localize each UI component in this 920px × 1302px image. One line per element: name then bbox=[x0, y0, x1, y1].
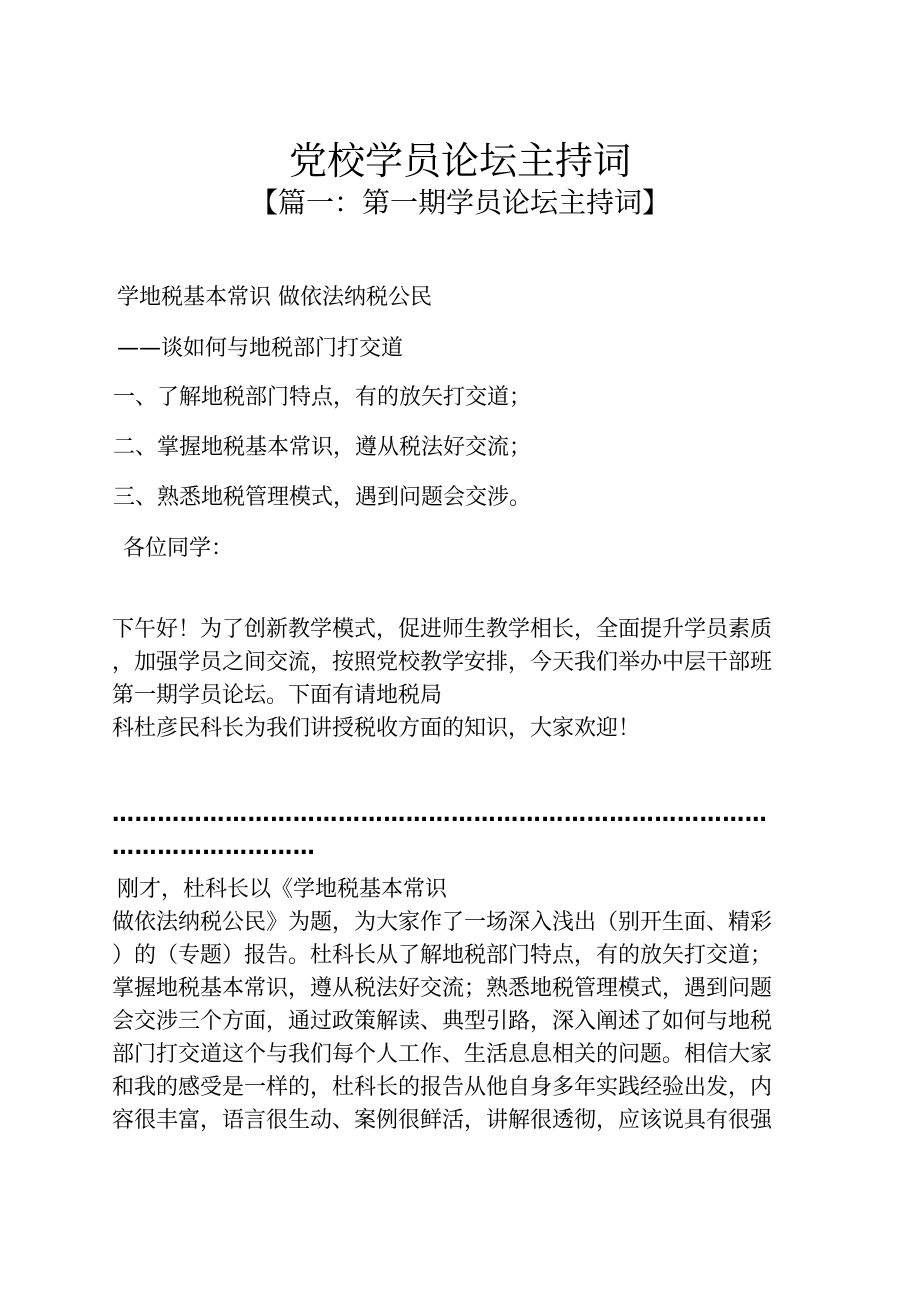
paragraph-line: 容很丰富，语言很生动、案例很鲜活，讲解很透彻，应该说具有很强 bbox=[112, 1108, 773, 1133]
paragraph-line: 科杜彦民科长为我们讲授税收方面的知识，大家欢迎！ bbox=[112, 716, 641, 741]
opening-paragraph bbox=[112, 613, 812, 745]
paragraph-line: 掌握地税基本常识，遵从税法好交流；熟悉地税管理模式，遇到问题 bbox=[112, 976, 773, 1001]
paragraph-line: ，加强学员之间交流，按照党校教学安排，今天我们举办中层干部班 bbox=[112, 650, 773, 675]
document-title: 党校学员论坛主持词 bbox=[288, 139, 631, 184]
greeting: 各位同学： bbox=[123, 536, 234, 561]
paragraph-line: 下午好！为了创新教学模式，促进师生教学相长，全面提升学员素质 bbox=[112, 617, 773, 642]
outline-item-2: 二、掌握地税基本常识，遵从税法好交流； bbox=[113, 435, 532, 460]
outline-item-1: 一、了解地税部门特点，有的放矢打交道； bbox=[113, 385, 532, 410]
paragraph-line: 刚才，杜科长以《学地税基本常识 bbox=[117, 877, 448, 902]
separator-dots-continued: ……………………… bbox=[112, 835, 316, 860]
speech-subtopic: ——谈如何与地税部门打交道 bbox=[117, 336, 404, 361]
paragraph-line: 会交涉三个方面，通过政策解读、典型引路，深入阐述了如何与地税 bbox=[112, 1009, 773, 1034]
outline-item-3: 三、熟悉地税管理模式，遇到问题会交涉。 bbox=[113, 485, 532, 510]
paragraph-line: 和我的感受是一样的，杜科长的报告从他自身多年实践经验出发，内 bbox=[112, 1075, 773, 1100]
separator-dots: …………………………………………………………………………… bbox=[112, 802, 768, 827]
paragraph-line: ）的（专题）报告。杜科长从了解地税部门特点，有的放矢打交道； bbox=[112, 943, 773, 968]
paragraph-line: 做依法纳税公民》为题，为大家作了一场深入浅出（别开生面、精彩 bbox=[112, 910, 773, 935]
speech-topic: 学地税基本常识 做依法纳税公民 bbox=[117, 285, 432, 310]
document-subtitle: 【篇一：第一期学员论坛主持词】 bbox=[249, 186, 670, 219]
paragraph-line: 部门打交道这个与我们每个人工作、生活息息相关的问题。相信大家 bbox=[112, 1042, 773, 1067]
paragraph-line: 第一期学员论坛。下面有请地税局 bbox=[112, 683, 443, 708]
closing-paragraph bbox=[112, 873, 812, 1137]
